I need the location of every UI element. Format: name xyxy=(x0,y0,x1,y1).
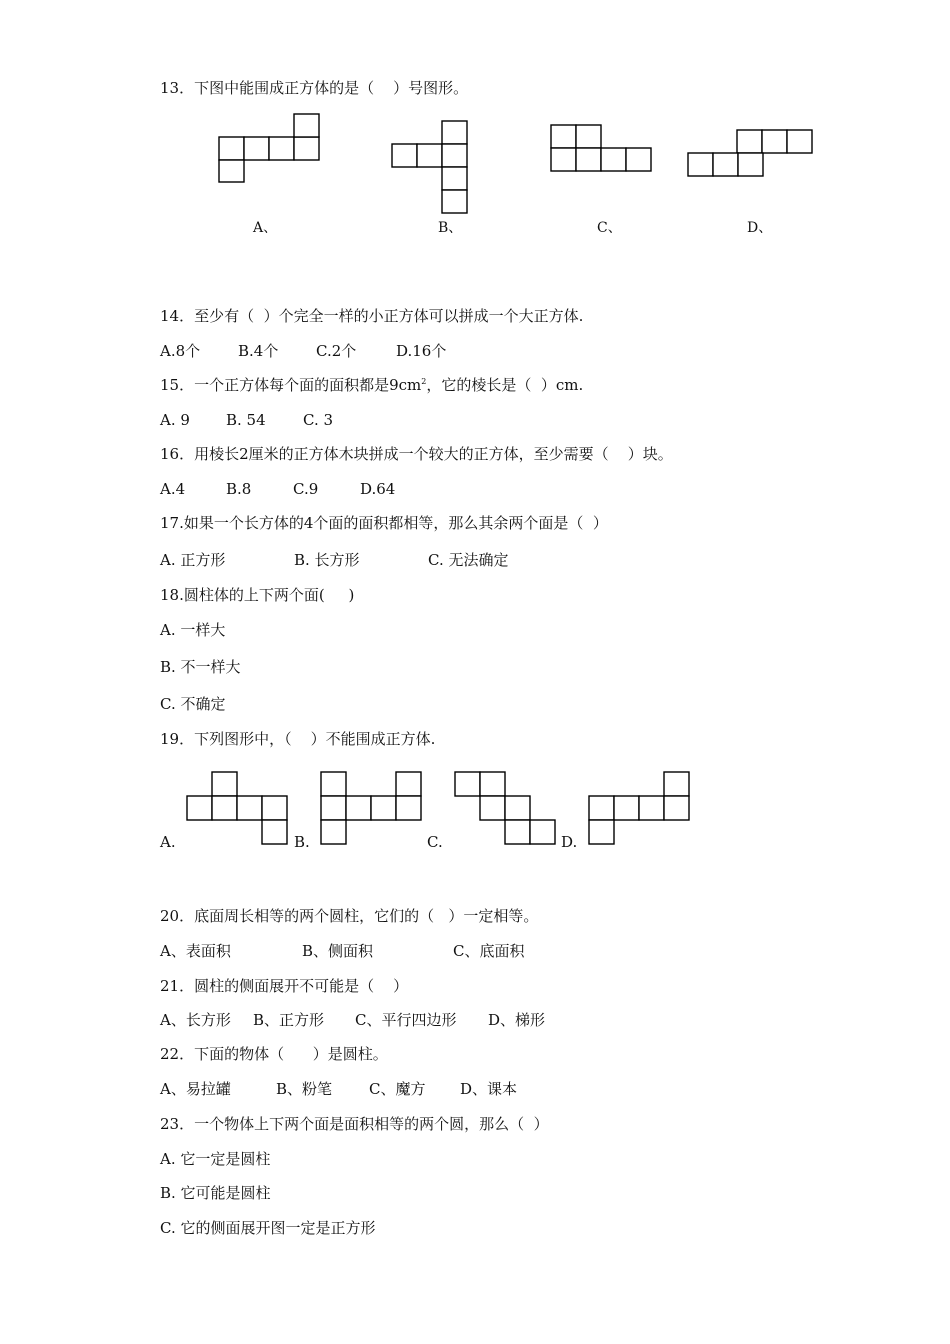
q13-net-b xyxy=(390,120,470,216)
q18-option-b: B. 不一样大 xyxy=(160,658,241,676)
q13-net-a xyxy=(218,112,322,184)
q15-text: 15．一个正方体每个面的面积都是$9cm^2$，它的棱长是（ ）cm. xyxy=(160,376,584,394)
q20-option-b: B、侧面积 xyxy=(302,942,374,960)
q18-option-a: A. 一样大 xyxy=(160,621,226,639)
q15-option-c: C. 3 xyxy=(303,411,334,429)
q16-option-b: B.8 xyxy=(226,480,252,498)
q13-net-c xyxy=(549,124,655,174)
q17-option-a: A. 正方形 xyxy=(160,551,226,569)
q21-option-c: C、平行四边形 xyxy=(355,1011,457,1029)
q22-option-b: B、粉笔 xyxy=(276,1080,333,1098)
q19-label-d: D. xyxy=(561,833,578,851)
q22-option-d: D、课本 xyxy=(460,1080,518,1098)
q16-text: 16．用棱长2厘米的正方体木块拼成一个较大的正方体，至少需要（ ）块。 xyxy=(160,445,673,463)
q21-option-b: B、正方形 xyxy=(253,1011,325,1029)
q14-option-c: C.2个 xyxy=(316,342,357,360)
q21-option-d: D、梯形 xyxy=(488,1011,546,1029)
q19-net-c xyxy=(454,771,558,849)
q14-option-a: A.8个 xyxy=(160,342,201,360)
q19-label-a: A. xyxy=(160,833,176,851)
q22-option-c: C、魔方 xyxy=(369,1080,426,1098)
q16-option-d: D.64 xyxy=(360,480,396,498)
q23-option-a: A. 它一定是圆柱 xyxy=(160,1150,271,1168)
q21-text: 21．圆柱的侧面展开不可能是（ ） xyxy=(160,977,409,995)
q13-text: 13．下图中能围成正方体的是（ ）号图形。 xyxy=(160,79,469,97)
q14-option-b: B.4个 xyxy=(238,342,279,360)
q18-option-c: C. 不确定 xyxy=(160,695,226,713)
q23-option-c: C. 它的侧面展开图一定是正方形 xyxy=(160,1219,376,1237)
q15-option-a: A. 9 xyxy=(160,411,190,429)
q19-net-a xyxy=(186,771,290,849)
q17-option-b: B. 长方形 xyxy=(294,551,360,569)
q19-label-b: B. xyxy=(294,833,310,851)
q20-option-c: C、底面积 xyxy=(453,942,525,960)
q17-text: 17.如果一个长方体的4个面的面积都相等，那么其余两个面是（ ） xyxy=(160,514,608,532)
q16-option-a: A.4 xyxy=(160,480,186,498)
q14-option-d: D.16个 xyxy=(396,342,447,360)
q13-label-b: B、 xyxy=(438,220,463,236)
q22-option-a: A、易拉罐 xyxy=(160,1080,231,1098)
q13-label-a: A、 xyxy=(253,220,278,236)
q17-option-c: C. 无法确定 xyxy=(428,551,509,569)
q19-text: 19．下列图形中，（ ）不能围成正方体. xyxy=(160,730,436,748)
q16-option-c: C.9 xyxy=(293,480,319,498)
q13-label-c: C、 xyxy=(597,220,622,236)
q13-label-d: D、 xyxy=(747,220,773,236)
q19-label-c: C. xyxy=(427,833,443,851)
q14-text: 14．至少有（ ）个完全一样的小正方体可以拼成一个大正方体. xyxy=(160,307,584,325)
q15-option-b: B. 54 xyxy=(226,411,266,429)
q20-text: 20．底面周长相等的两个圆柱，它们的（ ）一定相等。 xyxy=(160,907,539,925)
q19-net-d xyxy=(587,771,693,849)
q19-net-b xyxy=(319,771,423,849)
q21-option-a: A、长方形 xyxy=(160,1011,231,1029)
q18-text: 18.圆柱体的上下两个面( ) xyxy=(160,586,355,604)
q20-option-a: A、表面积 xyxy=(160,942,231,960)
q22-text: 22．下面的物体（ ）是圆柱。 xyxy=(160,1045,388,1063)
q23-option-b: B. 它可能是圆柱 xyxy=(160,1184,271,1202)
q13-net-d xyxy=(686,128,816,178)
q23-text: 23．一个物体上下两个面是面积相等的两个圆，那么（ ） xyxy=(160,1115,549,1133)
